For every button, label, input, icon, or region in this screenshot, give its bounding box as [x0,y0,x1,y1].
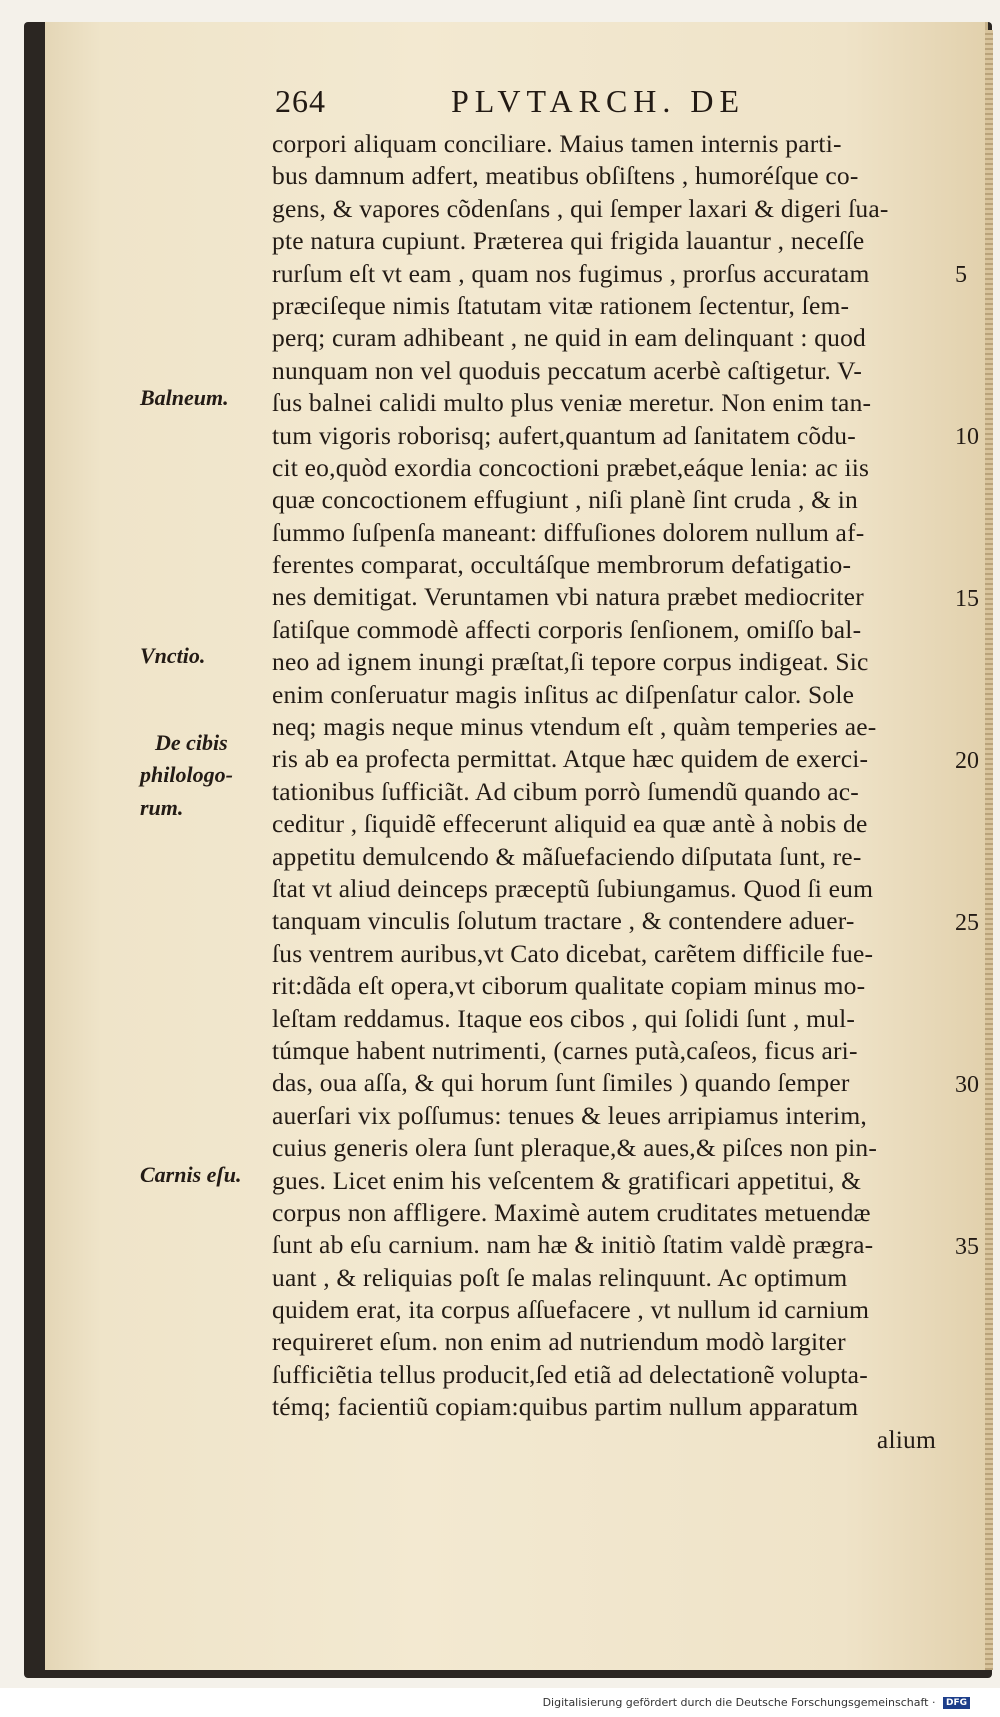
line-number: 30 [955,1072,979,1098]
text-line: ſufficiẽtia tellus producit,ſed etiã ad delectationẽ volupta- [272,1359,868,1389]
text-line: ſtat vt aliud deinceps præceptũ ſubiungamus. Quod ſi eum [272,873,874,903]
text-line: corpus non affligere. Maximè autem cruditates metuendæ [272,1197,871,1227]
text-line: enim conſeruatur magis inſitus ac diſpenſatur calor. Sole [272,679,855,709]
text-line: præciſeque nimis ſtatutam vitæ rationem ſectentur, ſem- [272,290,850,320]
text-line: corpori aliquam conciliare. Maius tamen internis parti- [272,129,842,158]
line-number: 10 [955,424,979,450]
text-line: rurſum eſt vt eam , quam nos fugimus , prorſus accuratam [272,258,870,288]
line-number: 25 [955,910,979,936]
text-line: ſummo ſuſpenſa maneant: diffuſiones dolorem nullum af- [272,517,865,547]
text-line: nunquam non vel quoduis peccatum acerbè caſtigetur. V- [272,355,863,385]
running-title: PLVTARCH. DE [451,83,746,119]
line-number: 35 [955,1234,979,1260]
marginal-note-de-cibis: De cibis [155,730,228,755]
text-line: túmque habent nutrimenti, (carnes putà,caſeos, ficus ari- [272,1035,858,1065]
text-line: uant , & reliquias poſt ſe malas relinquunt. Ac optimum [272,1262,848,1292]
marginal-note-rum: rum. [140,795,184,820]
text-line: cit eo,quòd exordia concoctioni præbet,eáque lenia: ac iis [272,452,870,482]
text-line: rit:dãda eſt opera,vt ciborum qualitate copiam minus mo- [272,971,866,1001]
text-line: nes demitigat. Veruntamen vbi natura præbet mediocriter [272,582,864,612]
text-line: neq; magis neque minus vtendum eſt , quàm temperies ae- [272,712,877,742]
text-line: leſtam reddamus. Itaque eos cibos , qui ſolidi ſunt , mul- [272,1003,856,1033]
text-line: tationibus ſufficiãt. Ad cibum porrò ſumendũ quando ac- [272,776,859,806]
text-line: gens, & vapores cõdenſans , qui ſemper laxari & digeri ſua- [272,193,889,223]
text-line: cuius generis olera ſunt pleraque,& aues,& piſces non pin- [272,1133,878,1163]
text-line: requireret eſum. non enim ad nutriendum modò largiter [272,1327,846,1357]
text-line: bus damnum adfert, meatibus obſiſtens , humoréſque co- [272,161,859,191]
text-line: gues. Licet enim his veſcentem & gratificari appetitui, & [272,1165,862,1195]
text-line: ceditur , ſiquidẽ effecerunt aliquid ea quæ antè à nobis de [272,809,868,839]
text-line: neo ad ignem inungi præſtat,ſi tepore corpus indigeat. Sic [272,647,869,677]
funding-credit: Digitalisierung gefördert durch die Deutsche Forschungsgemeinschaft · [542,1696,936,1709]
text-line: pte natura cupiunt. Præterea qui frigida lauantur , neceſſe [272,226,865,256]
text-line: tum vigoris roborisq; aufert,quantum ad ſanitatem cõdu- [272,420,856,450]
text-line: ſatiſque commodè affecti corporis ſenſionem, omiſſo bal- [272,614,862,644]
text-line: témq; facientiũ copiam:quibus partim nullum apparatum [272,1392,859,1422]
text-line: ris ab ea profecta permittat. Atque hæc quidem de exerci- [272,744,869,774]
text-line: ſus balnei calidi multo plus veniæ meretur. Non enim tan- [272,388,872,418]
line-number: 20 [955,748,979,774]
marginal-note-philologorum: philologo- [140,762,233,787]
text-line: ſus ventrem auribus,vt Cato dicebat, carẽtem difficile fue- [272,938,874,968]
line-number: 5 [955,262,967,288]
marginal-note-carnis: Carnis eſu. [140,1162,242,1187]
marginal-note-balneum: Balneum. [140,385,229,410]
text-line: quæ concoctionem effugiunt , niſi planè ſint cruda , & in [272,485,858,515]
text-line: perq; curam adhibeant , ne quid in eam delinquant : quod [272,323,866,353]
text-line: ſunt ab eſu carnium. nam hæ & initiò ſtatim valdè prægra- [272,1230,874,1260]
page-number: 264 [275,83,326,119]
footer-credit [543,1696,970,1709]
line-number: 15 [955,586,979,612]
text-line: appetitu demulcendo & mãſuefaciendo diſputata ſunt, re- [272,841,862,871]
text-line: auerſari vix poſſumus: tenues & leues arripiamus interim, [272,1100,867,1130]
text-line: quidem erat, ita corpus aſſuefacere , vt nullum id carnium [272,1295,870,1325]
page-header [275,83,775,127]
text-line: tanquam vinculis ſolutum tractare , & contendere aduer- [272,906,855,936]
text-line: das, oua aſſa, & qui horum ſunt ſimiles ) quando ſemper [272,1068,850,1098]
body-text [272,128,952,1456]
page-edge [985,30,993,1670]
marginal-note-unctio: Vnctio. [140,643,206,668]
dfg-logo: DFG [943,1697,970,1709]
text-line: ferentes comparat, occultáſque membrorum defatigatio- [272,550,852,580]
text-line: alium [876,1424,936,1454]
